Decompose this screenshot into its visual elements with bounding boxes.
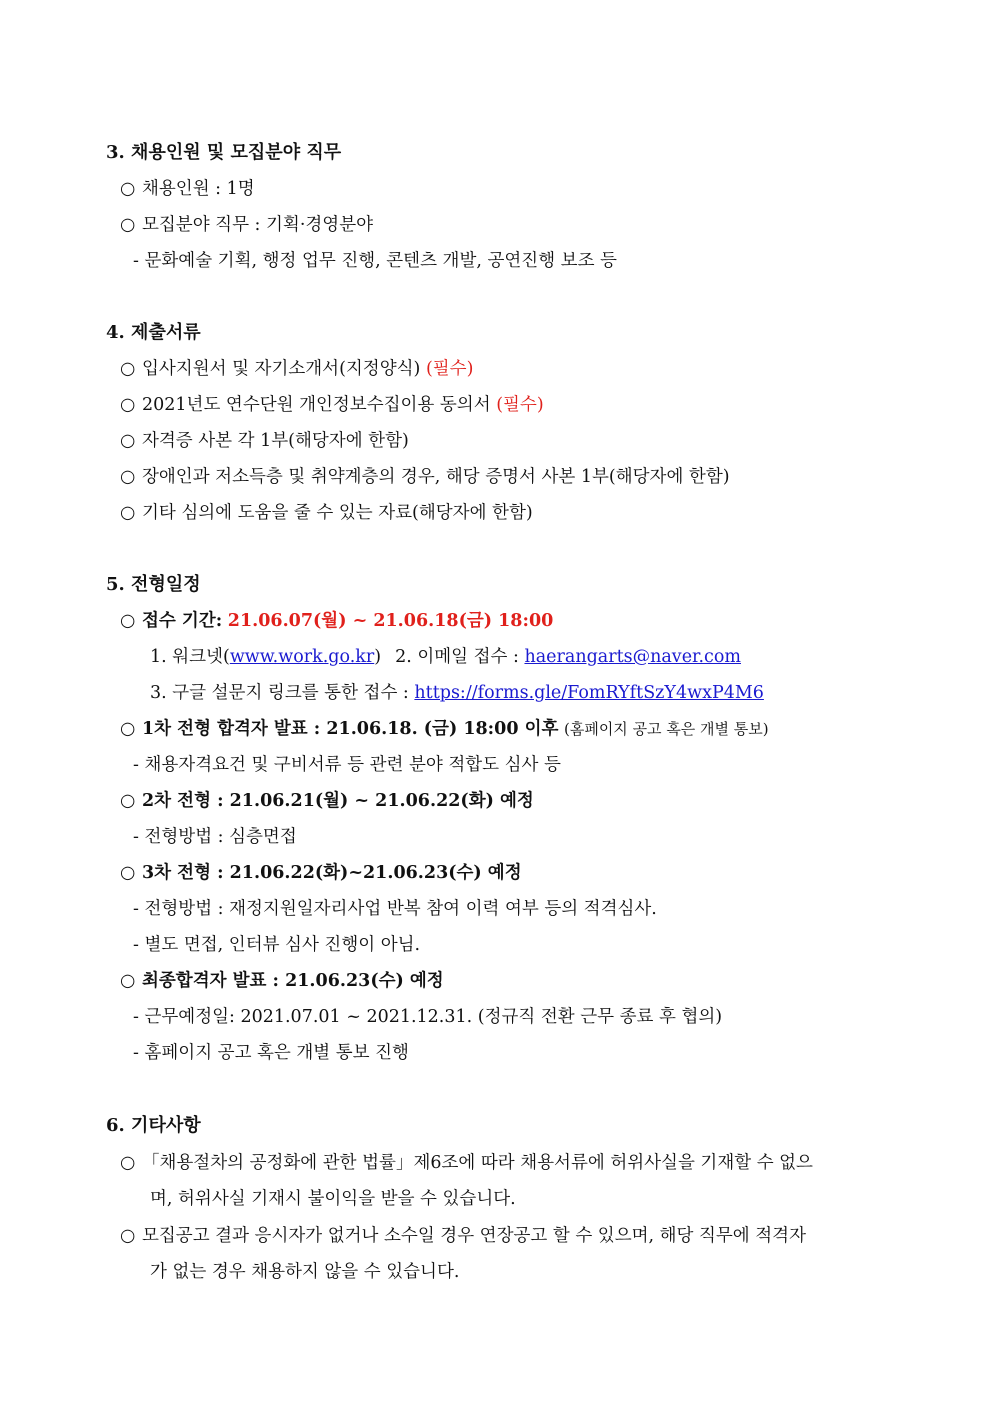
item-text: 2021년도 연수단원 개인정보수집이용 동의서 bbox=[142, 395, 491, 415]
detail-text: - 홈페이지 공고 혹은 개별 통보 진행 bbox=[133, 1043, 409, 1063]
bullet-circle-icon: ○ bbox=[120, 467, 136, 487]
item-continuation: 가 없는 경우 채용하지 않을 수 있습니다. bbox=[150, 1262, 460, 1282]
receipt-date: 21.06.07(월) ~ 21.06.18(금) 18:00 bbox=[227, 611, 554, 631]
method-text: 2. 이메일 접수 : bbox=[395, 647, 525, 667]
bullet-circle-icon: ○ bbox=[120, 503, 136, 523]
google-form-link[interactable]: https://forms.gle/FomRYftSzY4wxP4M6 bbox=[414, 683, 764, 703]
round2-label: 2차 전형 : 21.06.21(월) ~ 21.06.22(화) 예정 bbox=[142, 791, 534, 811]
bullet-circle-icon: ○ bbox=[120, 863, 136, 883]
item-text: 모집공고 결과 응시자가 없거나 소수일 경우 연장공고 할 수 있으며, 해당 직무에 적격자 bbox=[142, 1226, 806, 1246]
list-item bbox=[120, 177, 255, 201]
bullet-circle-icon: ○ bbox=[120, 395, 136, 415]
item-text: 기타 심의에 도움을 줄 수 있는 자료(해당자에 한함) bbox=[142, 503, 533, 523]
bullet-circle-icon: ○ bbox=[120, 359, 136, 379]
final-label: 최종합격자 발표 : 21.06.23(수) 예정 bbox=[142, 971, 444, 991]
required-badge: (필수) bbox=[496, 395, 544, 415]
detail-text: - 전형방법 : 재정지원일자리사업 반복 참여 이력 여부 등의 적격심사. bbox=[133, 899, 657, 919]
method-text: ) bbox=[374, 647, 382, 667]
item-continuation: 며, 허위사실 기재시 불이익을 받을 수 있습니다. bbox=[150, 1189, 516, 1209]
list-item bbox=[120, 717, 769, 741]
list-item bbox=[120, 861, 522, 885]
item-text: 장애인과 저소득층 및 취약계층의 경우, 해당 증명서 사본 1부(해당자에 한함) bbox=[142, 467, 730, 487]
item-text: 입사지원서 및 자기소개서(지정양식) bbox=[142, 359, 421, 379]
detail-text: - 채용자격요건 및 구비서류 등 관련 분야 적합도 심사 등 bbox=[133, 755, 561, 775]
list-item bbox=[120, 969, 444, 993]
required-badge: (필수) bbox=[425, 359, 474, 379]
list-item bbox=[120, 213, 373, 237]
receipt-methods bbox=[150, 645, 741, 669]
list-item bbox=[120, 609, 553, 633]
method-text: 1. 워크넷( bbox=[150, 647, 230, 667]
item-text: 자격증 사본 각 1부(해당자에 한함) bbox=[142, 431, 409, 451]
bullet-circle-icon: ○ bbox=[120, 791, 136, 811]
worknet-link[interactable]: www.work.go.kr bbox=[229, 647, 375, 667]
list-item bbox=[120, 429, 409, 453]
method-text: 3. 구글 설문지 링크를 통한 접수 : bbox=[150, 683, 415, 703]
bullet-circle-icon: ○ bbox=[120, 179, 136, 199]
receipt-label: 접수 기간: bbox=[142, 611, 223, 631]
list-item bbox=[120, 1151, 813, 1175]
detail-text: - 근무예정일: 2021.07.01 ~ 2021.12.31. (정규직 전환 근무 종료 후 협의) bbox=[133, 1007, 723, 1027]
item-text: 「채용절차의 공정화에 관한 법률」제6조에 따라 채용서류에 허위사실을 기재할 수 없으 bbox=[142, 1153, 813, 1173]
detail-text: - 별도 면접, 인터뷰 심사 진행이 아님. bbox=[133, 935, 421, 955]
bullet-circle-icon: ○ bbox=[120, 971, 136, 991]
section-6-title: 6. 기타사항 bbox=[106, 1115, 201, 1136]
item-text: 모집분야 직무 : 기획·경영분야 bbox=[142, 215, 374, 235]
list-item bbox=[120, 789, 534, 813]
email-link[interactable]: haerangarts@naver.com bbox=[524, 647, 741, 667]
detail-text: - 문화예술 기획, 행정 업무 진행, 콘텐츠 개발, 공연진행 보조 등 bbox=[133, 251, 617, 271]
list-item bbox=[120, 465, 730, 489]
round1-note: (홈페이지 공고 혹은 개별 통보) bbox=[563, 720, 769, 738]
list-item bbox=[120, 357, 473, 381]
bullet-circle-icon: ○ bbox=[120, 1153, 136, 1173]
item-text: 채용인원 : 1명 bbox=[142, 179, 255, 199]
section-5-title: 5. 전형일정 bbox=[106, 574, 201, 595]
bullet-circle-icon: ○ bbox=[120, 215, 136, 235]
receipt-method-3 bbox=[150, 681, 764, 705]
section-4-title: 4. 제출서류 bbox=[106, 322, 201, 343]
bullet-circle-icon: ○ bbox=[120, 1226, 136, 1246]
detail-text: - 전형방법 : 심층면접 bbox=[133, 827, 297, 847]
round1-label: 1차 전형 합격자 발표 : 21.06.18. (금) 18:00 이후 bbox=[142, 719, 559, 739]
list-item bbox=[120, 393, 544, 417]
bullet-circle-icon: ○ bbox=[120, 431, 136, 451]
list-item bbox=[120, 1224, 806, 1248]
section-3-title: 3. 채용인원 및 모집분야 직무 bbox=[106, 142, 342, 163]
bullet-circle-icon: ○ bbox=[120, 611, 136, 631]
list-item bbox=[120, 501, 533, 525]
bullet-circle-icon: ○ bbox=[120, 719, 136, 739]
round3-label: 3차 전형 : 21.06.22(화)~21.06.23(수) 예정 bbox=[142, 863, 522, 883]
